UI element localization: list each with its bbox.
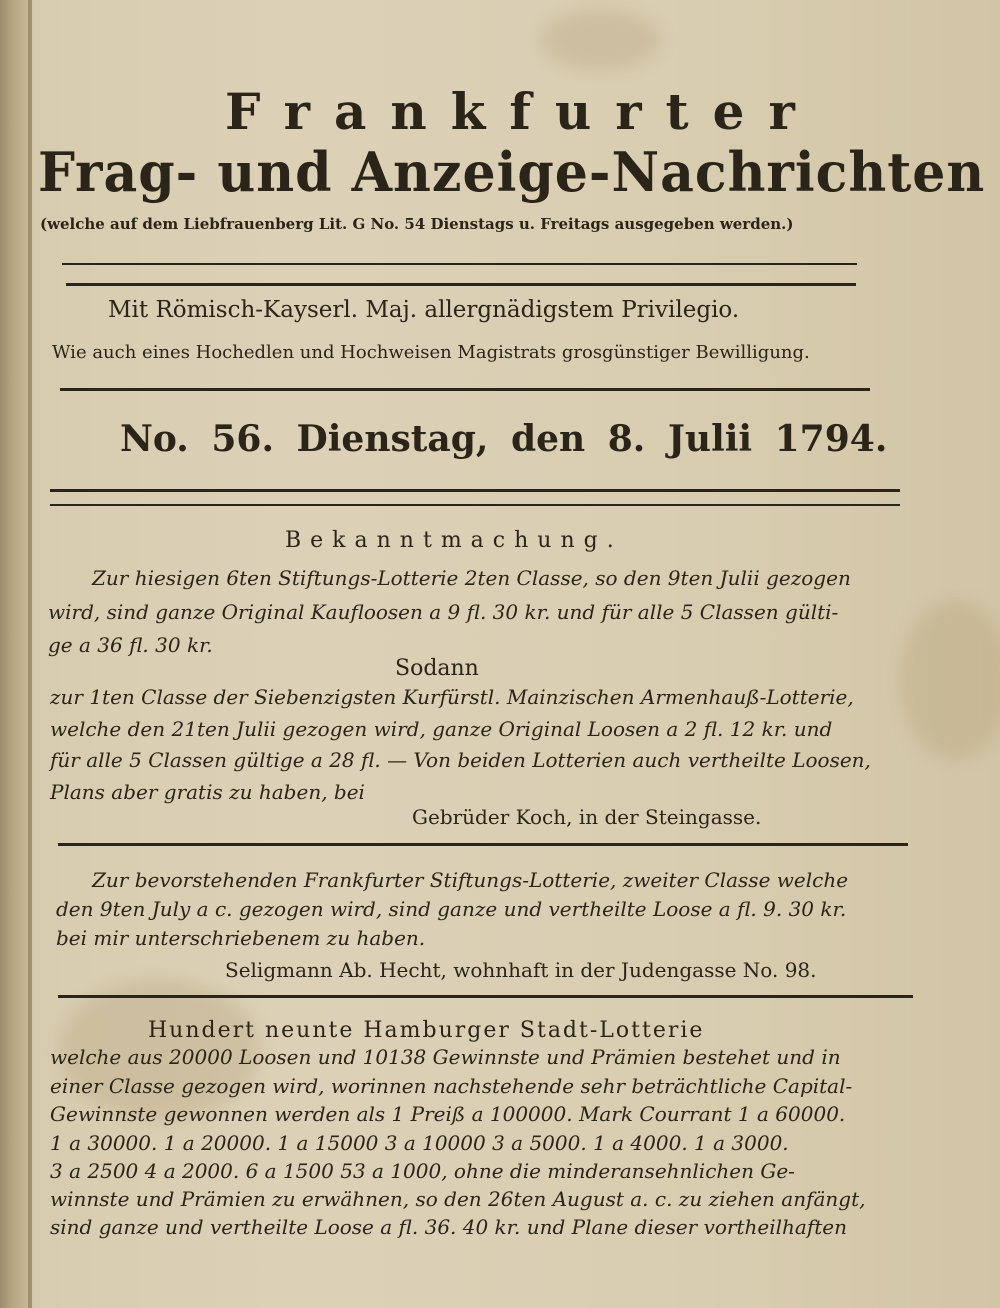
rule	[50, 489, 900, 492]
notice2-line: bei mir unterschriebenem zu haben.	[56, 926, 426, 950]
paper-stain	[540, 10, 660, 70]
masthead-subtitle: (welche auf dem Liebfrauenberg Lit. G No. 54 Dienstags u. Freitags ausgegeben werden.)	[40, 215, 794, 233]
notice3-line: Gewinnste gewonnen werden als 1 Preiß a 100000. Mark Courrant 1 a 60000.	[50, 1102, 846, 1126]
notice3-line: einer Classe gezogen wird, worinnen nachstehende sehr beträchtliche Capital-	[50, 1074, 853, 1098]
notice3-line: welche aus 20000 Loosen und 10138 Gewinnste und Prämien bestehet und in	[50, 1045, 841, 1069]
notice3-line: 1 a 30000. 1 a 20000. 1 a 15000 3 a 10000 3 a 5000. 1 a 4000. 1 a 3000.	[50, 1131, 789, 1155]
notice1-line: Zur hiesigen 6ten Stiftungs-Lotterie 2ten Classe, so den 9ten Julii gezogen	[92, 566, 851, 590]
notice2-signature: Seligmann Ab. Hecht, wohnhaft in der Judengasse No. 98.	[225, 958, 817, 982]
issue-dateline	[120, 418, 887, 460]
page-fold	[28, 0, 32, 1308]
masthead-title-line2: Frag- und Anzeige-Nachrichten	[38, 140, 986, 204]
notice1-line: welche den 21ten Julii gezogen wird, ganze Original Loosen a 2 fl. 12 kr. und	[50, 717, 833, 741]
masthead-title-line1: Frankfurter	[225, 82, 819, 141]
notice1-line: zur 1ten Classe der Siebenzigsten Kurfürstl. Mainzischen Armenhauß-Lotterie,	[50, 685, 854, 709]
rule	[58, 995, 913, 998]
privilege-line1: Mit Römisch-Kayserl. Maj. allergnädigstem Privilegio.	[108, 297, 740, 323]
rule	[50, 504, 900, 506]
paper-stain	[900, 600, 1000, 760]
notice1-signature: Gebrüder Koch, in der Steingasse.	[412, 805, 762, 829]
notice3-line: 3 a 2500 4 a 2000. 6 a 1500 53 a 1000, ohne die minderansehnlichen Ge-	[50, 1159, 795, 1183]
privilege-line2: Wie auch eines Hochedlen und Hochweisen Magistrats grosgünstiger Bewilligung.	[52, 342, 810, 363]
notice2-line: den 9ten July a c. gezogen wird, sind ganze und vertheilte Loose a fl. 9. 30 kr.	[56, 897, 847, 921]
notice2-line: Zur bevorstehenden Frankfurter Stiftungs-Lotterie, zweiter Classe welche	[92, 868, 849, 892]
notice1-line: für alle 5 Classen gültige a 28 fl. — Von beiden Lotterien auch vertheilte Loosen,	[50, 748, 871, 772]
notice3-line: sind ganze und vertheilte Loose a fl. 36. 40 kr. und Plane dieser vortheilhaften	[50, 1215, 847, 1239]
rule	[58, 843, 908, 846]
notice1-sodann: Sodann	[395, 656, 479, 681]
notice1-line: wird, sind ganze Original Kaufloosen a 9 fl. 30 kr. und für alle 5 Classen gülti-	[48, 600, 839, 624]
notice1-line: ge a 36 fl. 30 kr.	[48, 633, 213, 657]
notice3-heading: Hundert neunte Hamburger Stadt-Lotterie	[148, 1018, 705, 1043]
notice1-heading: Bekanntmachung.	[285, 528, 623, 553]
notice3-line: winnste und Prämien zu erwähnen, so den 26ten August a. c. zu ziehen anfängt,	[50, 1187, 866, 1211]
issue-number: No. 56.	[120, 418, 274, 460]
rule	[66, 283, 856, 286]
rule	[62, 263, 857, 265]
issue-date: Dienstag, den 8. Julii 1794.	[296, 418, 888, 460]
notice1-line: Plans aber gratis zu haben, bei	[50, 780, 365, 804]
rule	[60, 388, 870, 391]
